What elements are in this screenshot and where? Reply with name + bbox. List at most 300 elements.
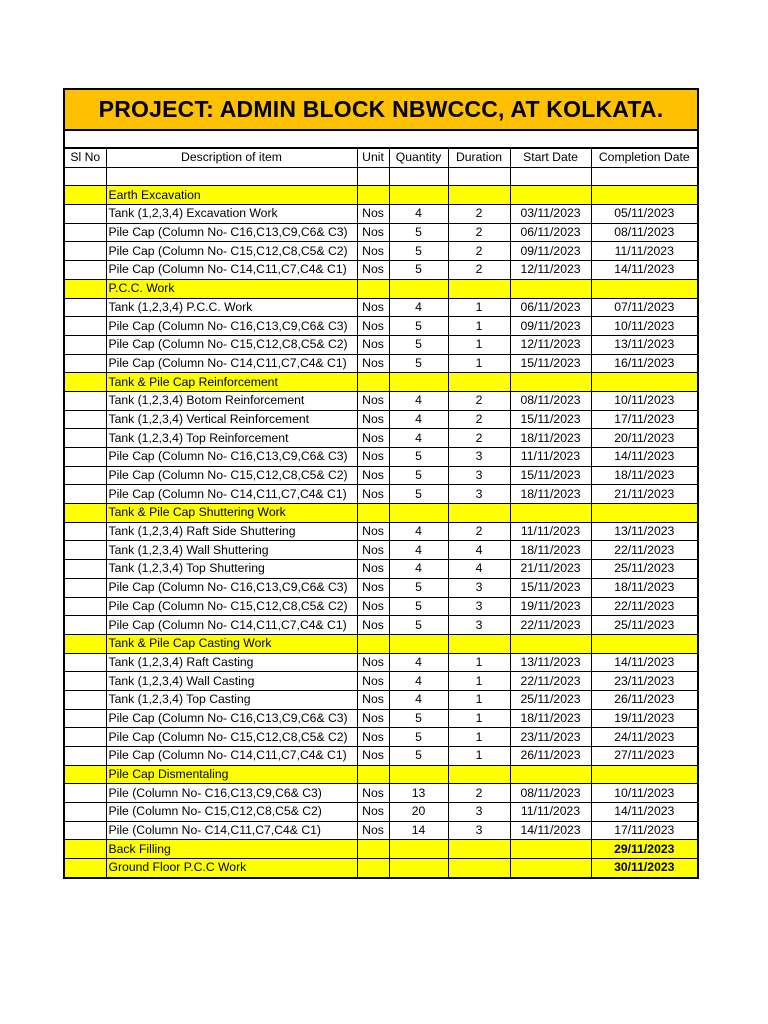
description-cell: Pile (Column No- C16,C13,C9,C6& C3) (106, 784, 357, 803)
unit-cell (357, 279, 389, 298)
completion-date-cell: 30/11/2023 (591, 859, 697, 877)
sl-no-cell (65, 560, 106, 579)
sl-no-cell (65, 859, 106, 877)
start-date-cell: 22/11/2023 (510, 672, 591, 691)
header-description: Description of item (106, 149, 357, 168)
sl-no-cell (65, 690, 106, 709)
table-row (65, 821, 697, 840)
quantity-cell: 5 (389, 448, 448, 467)
quantity-cell: 13 (389, 784, 448, 803)
quantity-cell: 5 (389, 728, 448, 747)
start-date-cell: 15/11/2023 (510, 410, 591, 429)
duration-cell: 1 (448, 354, 510, 373)
completion-date-cell: 08/11/2023 (591, 223, 697, 242)
quantity-cell: 4 (389, 560, 448, 579)
duration-cell: 3 (448, 466, 510, 485)
quantity-cell (389, 279, 448, 298)
duration-cell: 4 (448, 560, 510, 579)
quantity-cell: 4 (389, 205, 448, 224)
duration-cell: 1 (448, 728, 510, 747)
section-row (65, 504, 697, 523)
table-row (65, 578, 697, 597)
start-date-cell (510, 504, 591, 523)
quantity-cell: 5 (389, 223, 448, 242)
quantity-cell: 4 (389, 672, 448, 691)
table-row (65, 410, 697, 429)
duration-cell: 1 (448, 335, 510, 354)
duration-cell: 2 (448, 410, 510, 429)
completion-date-cell: 13/11/2023 (591, 335, 697, 354)
duration-cell: 1 (448, 709, 510, 728)
sl-no-cell (65, 223, 106, 242)
table-row (65, 709, 697, 728)
section-row (65, 840, 697, 859)
start-date-cell: 23/11/2023 (510, 728, 591, 747)
table-row (65, 560, 697, 579)
duration-cell: 2 (448, 223, 510, 242)
start-date-cell: 12/11/2023 (510, 261, 591, 280)
completion-date-cell: 10/11/2023 (591, 317, 697, 336)
completion-date-cell (591, 504, 697, 523)
sl-no-cell (65, 672, 106, 691)
description-cell: Tank (1,2,3,4) Excavation Work (106, 205, 357, 224)
duration-cell: 1 (448, 653, 510, 672)
start-date-cell (510, 765, 591, 784)
description-cell: Pile Cap (Column No- C15,C12,C8,C5& C2) (106, 242, 357, 261)
unit-cell: Nos (357, 242, 389, 261)
quantity-cell: 5 (389, 354, 448, 373)
sl-no-cell (65, 541, 106, 560)
quantity-cell: 4 (389, 653, 448, 672)
quantity-cell: 5 (389, 578, 448, 597)
start-date-cell: 08/11/2023 (510, 784, 591, 803)
duration-cell: 3 (448, 616, 510, 635)
completion-date-cell: 18/11/2023 (591, 466, 697, 485)
completion-date-cell (591, 279, 697, 298)
unit-cell: Nos (357, 466, 389, 485)
quantity-cell: 4 (389, 298, 448, 317)
sl-no-cell (65, 485, 106, 504)
duration-cell: 4 (448, 541, 510, 560)
unit-cell: Nos (357, 672, 389, 691)
quantity-cell: 20 (389, 803, 448, 822)
completion-date-cell: 17/11/2023 (591, 821, 697, 840)
description-cell: Pile Cap (Column No- C16,C13,C9,C6& C3) (106, 223, 357, 242)
completion-date-cell (591, 634, 697, 653)
start-date-cell: 06/11/2023 (510, 298, 591, 317)
sl-no-cell (65, 410, 106, 429)
start-date-cell: 09/11/2023 (510, 242, 591, 261)
start-date-cell: 18/11/2023 (510, 429, 591, 448)
table-row (65, 242, 697, 261)
sl-no-cell (65, 578, 106, 597)
unit-cell (357, 634, 389, 653)
unit-cell (357, 765, 389, 784)
completion-date-cell: 27/11/2023 (591, 747, 697, 766)
quantity-cell: 5 (389, 317, 448, 336)
quantity-cell: 5 (389, 597, 448, 616)
duration-cell (448, 504, 510, 523)
duration-cell: 2 (448, 429, 510, 448)
header-unit: Unit (357, 149, 389, 168)
unit-cell: Nos (357, 597, 389, 616)
description-cell: Tank (1,2,3,4) Wall Casting (106, 672, 357, 691)
completion-date-cell: 11/11/2023 (591, 242, 697, 261)
quantity-cell: 4 (389, 522, 448, 541)
sl-no-cell (65, 803, 106, 822)
start-date-cell: 13/11/2023 (510, 653, 591, 672)
table-row (65, 690, 697, 709)
start-date-cell: 21/11/2023 (510, 560, 591, 579)
duration-cell: 3 (448, 578, 510, 597)
sl-no-cell (65, 298, 106, 317)
completion-date-cell: 21/11/2023 (591, 485, 697, 504)
completion-date-cell (591, 167, 697, 186)
quantity-cell: 5 (389, 709, 448, 728)
completion-date-cell: 14/11/2023 (591, 261, 697, 280)
table-row (65, 261, 697, 280)
unit-cell (357, 186, 389, 205)
table-row (65, 354, 697, 373)
completion-date-cell: 22/11/2023 (591, 597, 697, 616)
table-row (65, 298, 697, 317)
duration-cell: 3 (448, 803, 510, 822)
completion-date-cell: 14/11/2023 (591, 653, 697, 672)
description-cell: Pile (Column No- C14,C11,C7,C4& C1) (106, 821, 357, 840)
header-duration: Duration (448, 149, 510, 168)
unit-cell: Nos (357, 709, 389, 728)
start-date-cell: 18/11/2023 (510, 541, 591, 560)
description-cell: Tank & Pile Cap Casting Work (106, 634, 357, 653)
section-row (65, 859, 697, 877)
sl-no-cell (65, 279, 106, 298)
sl-no-cell (65, 335, 106, 354)
duration-cell (448, 634, 510, 653)
description-cell: Tank (1,2,3,4) Raft Side Shuttering (106, 522, 357, 541)
unit-cell: Nos (357, 448, 389, 467)
completion-date-cell (591, 765, 697, 784)
completion-date-cell: 16/11/2023 (591, 354, 697, 373)
table-row (65, 784, 697, 803)
header-start-date: Start Date (510, 149, 591, 168)
sl-no-cell (65, 840, 106, 859)
quantity-cell (389, 186, 448, 205)
description-cell: Tank & Pile Cap Shuttering Work (106, 504, 357, 523)
unit-cell: Nos (357, 335, 389, 354)
sl-no-cell (65, 597, 106, 616)
table-row (65, 541, 697, 560)
start-date-cell: 09/11/2023 (510, 317, 591, 336)
sl-no-cell (65, 821, 106, 840)
completion-date-cell: 17/11/2023 (591, 410, 697, 429)
duration-cell: 1 (448, 298, 510, 317)
completion-date-cell: 25/11/2023 (591, 616, 697, 635)
description-cell: Pile Cap (Column No- C14,C11,C7,C4& C1) (106, 747, 357, 766)
table-row (65, 597, 697, 616)
start-date-cell: 15/11/2023 (510, 578, 591, 597)
duration-cell: 2 (448, 522, 510, 541)
unit-cell (357, 167, 389, 186)
completion-date-cell: 22/11/2023 (591, 541, 697, 560)
duration-cell: 2 (448, 261, 510, 280)
start-date-cell (510, 634, 591, 653)
table-row (65, 429, 697, 448)
duration-cell: 2 (448, 391, 510, 410)
sl-no-cell (65, 522, 106, 541)
quantity-cell: 5 (389, 485, 448, 504)
start-date-cell: 15/11/2023 (510, 354, 591, 373)
duration-cell: 2 (448, 205, 510, 224)
description-cell: Pile Cap (Column No- C15,C12,C8,C5& C2) (106, 335, 357, 354)
duration-cell: 3 (448, 821, 510, 840)
start-date-cell: 08/11/2023 (510, 391, 591, 410)
duration-cell: 3 (448, 485, 510, 504)
completion-date-cell: 07/11/2023 (591, 298, 697, 317)
description-cell (106, 167, 357, 186)
description-cell: Pile Cap (Column No- C15,C12,C8,C5& C2) (106, 597, 357, 616)
start-date-cell (510, 167, 591, 186)
quantity-cell: 5 (389, 747, 448, 766)
table-row (65, 485, 697, 504)
quantity-cell: 4 (389, 391, 448, 410)
table-row (65, 448, 697, 467)
schedule-table (65, 148, 697, 877)
sl-no-cell (65, 728, 106, 747)
completion-date-cell: 26/11/2023 (591, 690, 697, 709)
start-date-cell: 12/11/2023 (510, 335, 591, 354)
duration-cell: 2 (448, 784, 510, 803)
unit-cell: Nos (357, 317, 389, 336)
unit-cell: Nos (357, 298, 389, 317)
unit-cell: Nos (357, 410, 389, 429)
duration-cell (448, 186, 510, 205)
quantity-cell: 4 (389, 690, 448, 709)
duration-cell: 1 (448, 317, 510, 336)
sl-no-cell (65, 242, 106, 261)
sl-no-cell (65, 205, 106, 224)
duration-cell (448, 373, 510, 392)
description-cell: Tank (1,2,3,4) Top Casting (106, 690, 357, 709)
table-row (65, 672, 697, 691)
description-cell: Tank (1,2,3,4) Raft Casting (106, 653, 357, 672)
completion-date-cell: 13/11/2023 (591, 522, 697, 541)
quantity-cell: 4 (389, 429, 448, 448)
completion-date-cell: 10/11/2023 (591, 784, 697, 803)
completion-date-cell: 19/11/2023 (591, 709, 697, 728)
completion-date-cell: 10/11/2023 (591, 391, 697, 410)
start-date-cell: 18/11/2023 (510, 709, 591, 728)
quantity-cell: 5 (389, 261, 448, 280)
sl-no-cell (65, 391, 106, 410)
table-row (65, 317, 697, 336)
sl-no-cell (65, 747, 106, 766)
duration-cell: 2 (448, 242, 510, 261)
table-row (65, 803, 697, 822)
unit-cell: Nos (357, 616, 389, 635)
start-date-cell: 11/11/2023 (510, 522, 591, 541)
unit-cell: Nos (357, 223, 389, 242)
section-row (65, 765, 697, 784)
description-cell: Back Filling (106, 840, 357, 859)
unit-cell: Nos (357, 485, 389, 504)
description-cell: P.C.C. Work (106, 279, 357, 298)
description-cell: Tank (1,2,3,4) Top Shuttering (106, 560, 357, 579)
table-row (65, 522, 697, 541)
description-cell: Pile Cap (Column No- C14,C11,C7,C4& C1) (106, 616, 357, 635)
sl-no-cell (65, 653, 106, 672)
sl-no-cell (65, 373, 106, 392)
unit-cell: Nos (357, 803, 389, 822)
completion-date-cell: 18/11/2023 (591, 578, 697, 597)
description-cell: Tank & Pile Cap Reinforcement (106, 373, 357, 392)
unit-cell: Nos (357, 354, 389, 373)
start-date-cell (510, 186, 591, 205)
unit-cell: Nos (357, 821, 389, 840)
duration-cell: 1 (448, 747, 510, 766)
completion-date-cell (591, 186, 697, 205)
unit-cell: Nos (357, 653, 389, 672)
section-row (65, 373, 697, 392)
unit-cell: Nos (357, 429, 389, 448)
sl-no-cell (65, 429, 106, 448)
description-cell: Pile Cap (Column No- C14,C11,C7,C4& C1) (106, 261, 357, 280)
unit-cell: Nos (357, 747, 389, 766)
unit-cell: Nos (357, 391, 389, 410)
unit-cell (357, 840, 389, 859)
completion-date-cell: 24/11/2023 (591, 728, 697, 747)
unit-cell: Nos (357, 690, 389, 709)
description-cell: Tank (1,2,3,4) Vertical Reinforcement (106, 410, 357, 429)
unit-cell: Nos (357, 784, 389, 803)
unit-cell (357, 373, 389, 392)
start-date-cell: 11/11/2023 (510, 448, 591, 467)
start-date-cell: 11/11/2023 (510, 803, 591, 822)
table-row (65, 205, 697, 224)
start-date-cell (510, 279, 591, 298)
start-date-cell: 15/11/2023 (510, 466, 591, 485)
description-cell: Pile Cap (Column No- C16,C13,C9,C6& C3) (106, 317, 357, 336)
blank-row (65, 167, 697, 186)
description-cell: Pile Cap (Column No- C16,C13,C9,C6& C3) (106, 578, 357, 597)
description-cell: Pile Cap (Column No- C14,C11,C7,C4& C1) (106, 354, 357, 373)
table-row (65, 616, 697, 635)
quantity-cell (389, 504, 448, 523)
completion-date-cell: 05/11/2023 (591, 205, 697, 224)
quantity-cell (389, 765, 448, 784)
unit-cell: Nos (357, 560, 389, 579)
quantity-cell: 14 (389, 821, 448, 840)
table-row (65, 223, 697, 242)
section-row (65, 279, 697, 298)
completion-date-cell: 20/11/2023 (591, 429, 697, 448)
unit-cell: Nos (357, 578, 389, 597)
quantity-cell: 4 (389, 541, 448, 560)
sl-no-cell (65, 186, 106, 205)
description-cell: Pile (Column No- C15,C12,C8,C5& C2) (106, 803, 357, 822)
completion-date-cell (591, 373, 697, 392)
sl-no-cell (65, 709, 106, 728)
duration-cell (448, 765, 510, 784)
start-date-cell: 26/11/2023 (510, 747, 591, 766)
project-title: PROJECT: ADMIN BLOCK NBWCCC, AT KOLKATA. (65, 90, 697, 131)
sl-no-cell (65, 504, 106, 523)
schedule-sheet (63, 88, 699, 879)
description-cell: Pile Cap (Column No- C14,C11,C7,C4& C1) (106, 485, 357, 504)
unit-cell: Nos (357, 261, 389, 280)
description-cell: Earth Excavation (106, 186, 357, 205)
section-row (65, 186, 697, 205)
sl-no-cell (65, 354, 106, 373)
quantity-cell (389, 167, 448, 186)
header-sl-no: Sl No (65, 149, 106, 168)
quantity-cell (389, 859, 448, 877)
table-row (65, 747, 697, 766)
start-date-cell: 19/11/2023 (510, 597, 591, 616)
start-date-cell: 18/11/2023 (510, 485, 591, 504)
quantity-cell (389, 373, 448, 392)
table-row (65, 335, 697, 354)
description-cell: Tank (1,2,3,4) Wall Shuttering (106, 541, 357, 560)
unit-cell (357, 504, 389, 523)
section-row (65, 634, 697, 653)
header-completion-date: Completion Date (591, 149, 697, 168)
sl-no-cell (65, 765, 106, 784)
unit-cell: Nos (357, 205, 389, 224)
duration-cell: 3 (448, 448, 510, 467)
quantity-cell: 5 (389, 242, 448, 261)
unit-cell (357, 859, 389, 877)
table-row (65, 728, 697, 747)
description-cell: Pile Cap (Column No- C15,C12,C8,C5& C2) (106, 728, 357, 747)
start-date-cell (510, 840, 591, 859)
description-cell: Tank (1,2,3,4) Top Reinforcement (106, 429, 357, 448)
table-row (65, 466, 697, 485)
quantity-cell (389, 840, 448, 859)
duration-cell: 1 (448, 690, 510, 709)
header-quantity: Quantity (389, 149, 448, 168)
sl-no-cell (65, 261, 106, 280)
sl-no-cell (65, 317, 106, 336)
duration-cell: 3 (448, 597, 510, 616)
completion-date-cell: 14/11/2023 (591, 448, 697, 467)
header-row (65, 149, 697, 168)
sl-no-cell (65, 466, 106, 485)
spacer-row (65, 131, 697, 148)
duration-cell (448, 840, 510, 859)
duration-cell (448, 859, 510, 877)
completion-date-cell: 25/11/2023 (591, 560, 697, 579)
completion-date-cell: 14/11/2023 (591, 803, 697, 822)
description-cell: Pile Cap (Column No- C15,C12,C8,C5& C2) (106, 466, 357, 485)
duration-cell (448, 279, 510, 298)
description-cell: Tank (1,2,3,4) P.C.C. Work (106, 298, 357, 317)
start-date-cell (510, 859, 591, 877)
duration-cell (448, 167, 510, 186)
quantity-cell (389, 634, 448, 653)
description-cell: Ground Floor P.C.C Work (106, 859, 357, 877)
quantity-cell: 4 (389, 410, 448, 429)
description-cell: Pile Cap (Column No- C16,C13,C9,C6& C3) (106, 709, 357, 728)
quantity-cell: 5 (389, 466, 448, 485)
description-cell: Pile Cap (Column No- C16,C13,C9,C6& C3) (106, 448, 357, 467)
unit-cell: Nos (357, 728, 389, 747)
sl-no-cell (65, 167, 106, 186)
quantity-cell: 5 (389, 616, 448, 635)
sl-no-cell (65, 616, 106, 635)
description-cell: Tank (1,2,3,4) Botom Reinforcement (106, 391, 357, 410)
start-date-cell: 03/11/2023 (510, 205, 591, 224)
completion-date-cell: 29/11/2023 (591, 840, 697, 859)
